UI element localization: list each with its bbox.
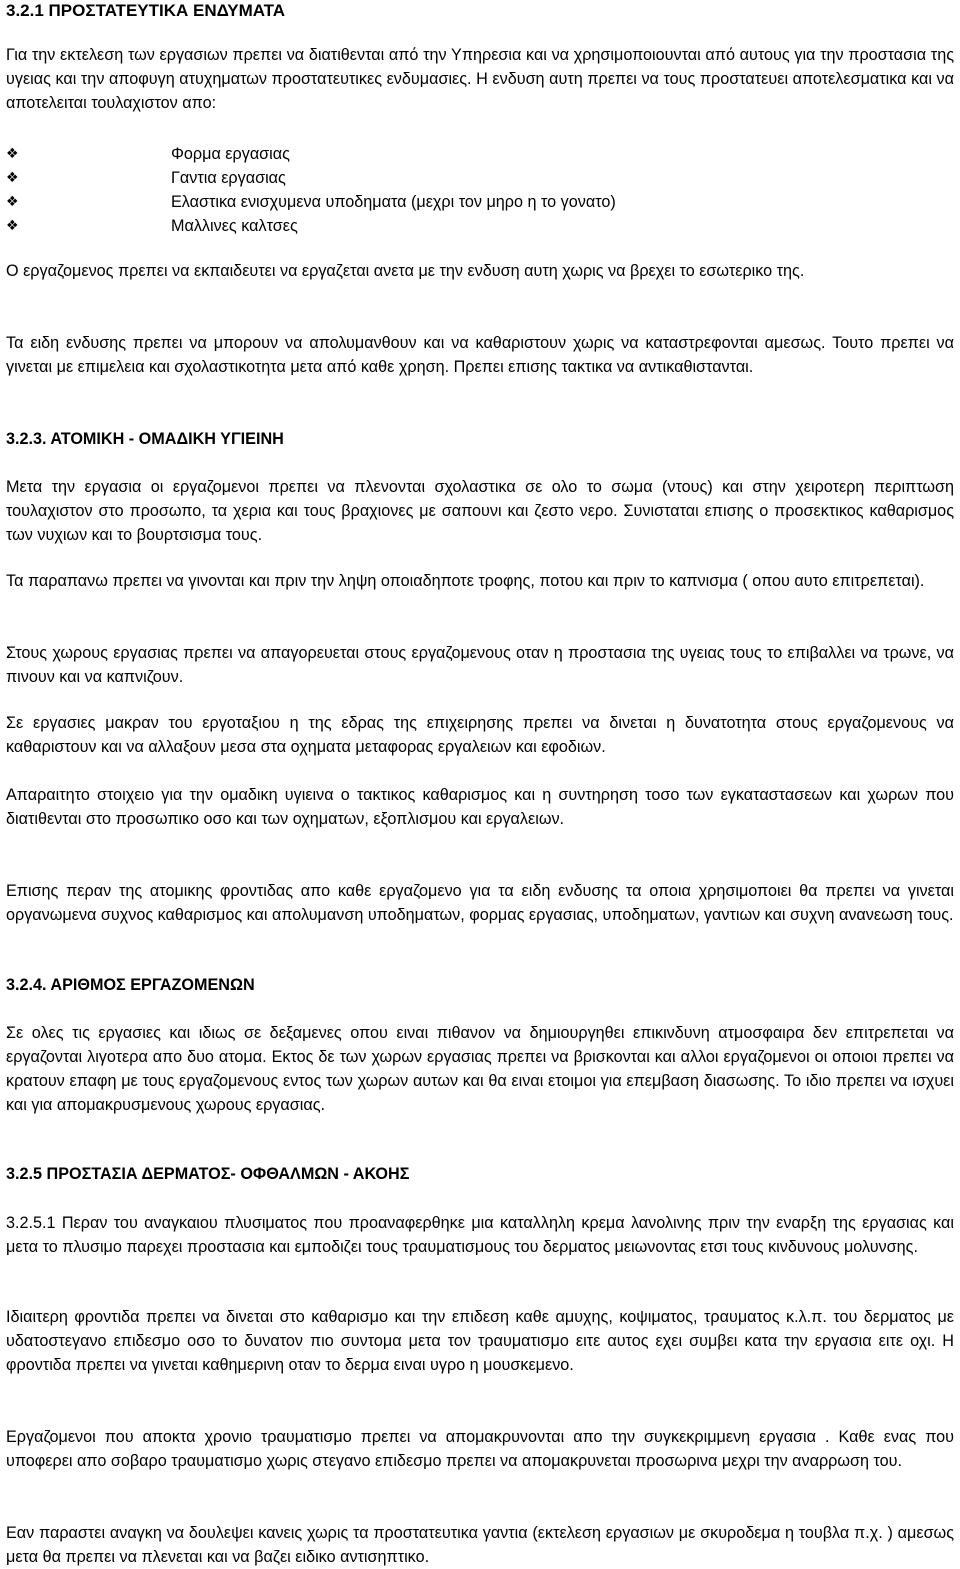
diamond-bullet-icon: ❖	[6, 146, 19, 162]
section-heading-hygiene: 3.2.3. ΑΤΟΜΙΚΗ - ΟΜΑΔΙΚΗ ΥΓΙΕΙΝΗ	[6, 430, 284, 448]
list-item-label: Φορμα εργασιας	[171, 145, 290, 163]
list-item-label: Ελαστικα ενισχυμενα υποδηματα (μεχρι τον μηρο η το γονατο)	[171, 193, 616, 211]
paragraph-before-food: Τα παραπανω πρεπει να γινονται και πριν την ληψη οποιαδηποτε τροφης, ποτου και πριν το καπνισμα ( οπου αυτο επιτρεπεται).	[6, 572, 925, 590]
section-heading-skin-protection: 3.2.5 ΠΡΟΣΤΑΣΙΑ ΔΕΡΜΑΤΟΣ- ΟΦΘΑΛΜΩΝ - ΑΚΟΗΣ	[6, 1165, 410, 1183]
list-item	[6, 166, 954, 190]
list-item	[6, 190, 954, 214]
paragraph-gloves: Εαν παραστει αναγκη να δουλεψει κανεις χωρις τα προστατευτικα γαντια (εκτελεση εργασιων με σκυροδεμα η τουβλα π.χ. ) αμεσως μετα θα πρεπει να πλενεται και να βαζει ειδικο αντισηπτικο.	[6, 1524, 954, 1566]
diamond-bullet-icon: ❖	[6, 218, 19, 234]
section-heading-workers: 3.2.4. ΑΡΙΘΜΟΣ ΕΡΓΑΖΟΜΕΝΩΝ	[6, 976, 255, 994]
paragraph-group-hygiene: Απαραιτητο στοιχειο για την ομαδικη υγιεινα ο τακτικος καθαρισμος και η συντηρηση τοσο των εγκαταστασεων και χωρων που διατιθενται στο προσωπικο οσο και των οχηματων, εξοπλισμου και εργαλειων.	[6, 786, 954, 828]
paragraph-cleaning: Τα ειδη ενδυσης πρεπει να μπορουν να απολυμανθουν και να καθαριστουν χωρις να καταστρεφονται αμεσως. Τουτο πρεπει να γινεται με επιμελεια και σχολαστικοτητα μετα από καθε χρηση. Πρεπει επισης τακτικα να αντικαθιστανται.	[6, 334, 954, 376]
paragraph-washing: Μετα την εργασια οι εργαζομενοι πρεπει να πλενονται σχολαστικα σε ολο το σωμα (ντους) και στην χειροτερη περιπτωση τουλαχιστον στο προσωπο, τα χερια και τους βραχιονες με σαπουνι και ζεστο νερο. Συνισταται επισης ο προσεκτικος καθαρισμος των νυχιων και το βουρτσισμα τους.	[6, 478, 954, 544]
equipment-list	[6, 142, 954, 238]
paragraph-chronic-injury: Εργαζομενοι που αποκτα χρονιο τραυματισμο πρεπει να απομακρυνονται απο την συγκεκριμμενη εργασια . Καθε ενας που υποφερει απο σοβαρο τραυματισμο χωρις στεγανο επιδεσμο πρεπει να απομακρυνεται προσωρινα μεχρι την αναρρωση του.	[6, 1428, 954, 1470]
paragraph-workers: Σε ολες τις εργασιες και ιδιως σε δεξαμενες οπου ειναι πιθανον να δημιουργηθει επικινδυνη ατμοσφαιρα δεν επιτρεπεται να εργαζονται λιγοτερα απο δυο ατομα. Εκτος δε των χωρων εργασιας πρεπει να βρισκονται και αλλοι εργαζομενοι οι οποιοι πρεπει να κρατουν επαφη με τους εργαζομενους εντος των χωρων αυτων και θα ειναι ετοιμοι για επεμβαση διασωσης. Το ιδιο πρεπει να ισχυει και για απομακρυσμενους χωρους εργασιας.	[6, 1024, 954, 1114]
paragraph-intro: Για την εκτελεση των εργασιων πρεπει να διατιθενται από την Υπηρεσια και να χρησιμοποιουνται από αυτους για την προστασια της υγειας και την αποφυγη ατυχηματων προστατευτικες ενδυμασιες. Η ενδυση αυτη πρεπει να τους προστατευει αποτελεσματικα και να αποτελειται τουλαχιστον απο:	[6, 46, 954, 112]
paragraph-training: Ο εργαζομενος πρεπει να εκπαιδευτει να εργαζεται ανετα με την ενδυση αυτη χωρις να βρεχει το εσωτερικο της.	[6, 262, 805, 280]
section-heading-protective-clothing: 3.2.1 ΠΡΟΣΤΑΤΕΥΤΙΚΑ ΕΝΔΥΜΑΤΑ	[6, 1, 286, 20]
paragraph-lanolin-cream: 3.2.5.1 Περαν του αναγκαιου πλυσιματος που προαναφερθηκε μια καταλληλη κρεμα λανολινης πριν την εναρξη της εργασιας και μετα το πλυσιμο παρεχει προστασια και εμποδιζει τους τραυματισμους του δερματος μειωνοντας ετσι τους κινδυνους μολυνσης.	[6, 1214, 954, 1256]
list-item-label: Γαντια εργασιας	[171, 169, 286, 187]
list-item	[6, 214, 954, 238]
list-item-label: Μαλλινες καλτσες	[171, 217, 298, 235]
list-item	[6, 142, 954, 166]
paragraph-forbidden: Στους χωρους εργασιας πρεπει να απαγορευεται στους εργαζομενους οταν η προστασια της υγειας τους το επιβαλλει να τρωνε, να πινουν και να καπνιζουν.	[6, 644, 954, 686]
paragraph-remote-work: Σε εργασιες μακραν του εργοταξιου η της εδρας της επιχειρησης πρεπει να δινεται η δυνατοτητα στους εργαζομενους να καθαριστουν και να αλλαξουν μεσα στα οχηματα μεταφορας εργαλειων και εφοδιων.	[6, 714, 954, 756]
paragraph-personal-care: Επισης περαν της ατομικης φροντιδας απο καθε εργαζομενο για τα ειδη ενδυσης τα οποια χρησιμοποιει θα πρεπει να γινεται οργανωμενα συχνος καθαρισμος και απολυμανση υποδηματων, φορμας εργασιας, υποδηματων, γαντιων και συχνη ανανεωση τους.	[6, 882, 954, 924]
diamond-bullet-icon: ❖	[6, 170, 19, 186]
diamond-bullet-icon: ❖	[6, 194, 19, 210]
paragraph-wound-care: Ιδιαιτερη φροντιδα πρεπει να δινεται στο καθαρισμο και την επιδεση καθε αμυχης, κοψιματος, τραυματος κ.λ.π. του δερματος με υδατοστεγανο επιδεσμο οσο το δυνατον πιο συντομα μετα τον τραυματισμο ειτε αυτος εχει συμβει κατα την εργασια ειτε οχι. Η φροντιδα πρεπει να γινεται καθημερινη οταν το δερμα ειναι υγρο η μουσκεμενο.	[6, 1308, 954, 1374]
